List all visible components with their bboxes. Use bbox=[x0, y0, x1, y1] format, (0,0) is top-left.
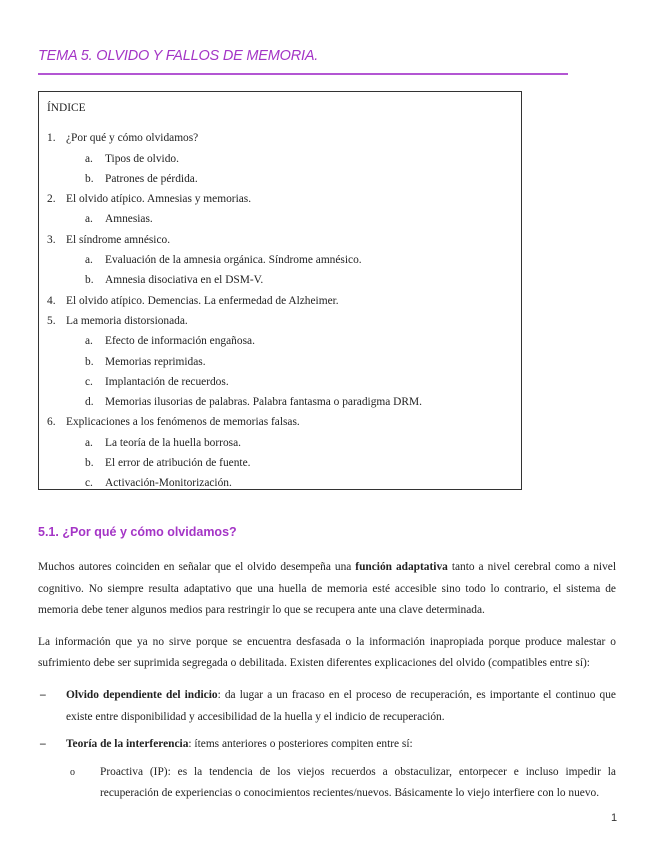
bullet-text bbox=[66, 685, 616, 728]
toc-subitem-letter: a. bbox=[85, 254, 93, 267]
toc-subitem bbox=[47, 352, 521, 372]
bullet-definition: : ítems anteriores o posteriores compiten entre sí: bbox=[188, 738, 413, 751]
toc-item-text: Explicaciones a los fenómenos de memorias falsas. bbox=[66, 416, 300, 429]
toc-item-number: 1. bbox=[47, 132, 56, 145]
sub-bullet-list bbox=[38, 762, 616, 805]
bullet-item bbox=[38, 685, 616, 728]
dash-marker: – bbox=[40, 738, 46, 751]
toc-subitem-letter: a. bbox=[85, 335, 93, 348]
toc-subitem-letter: d. bbox=[85, 396, 94, 409]
sub-bullet-item bbox=[38, 762, 616, 805]
toc-item-number: 6. bbox=[47, 416, 56, 429]
toc-subitem bbox=[47, 169, 521, 189]
toc-item bbox=[47, 128, 521, 148]
toc-subitem bbox=[47, 270, 521, 290]
toc-subitem-letter: b. bbox=[85, 274, 94, 287]
toc-subitem-letter: c. bbox=[85, 477, 93, 490]
paragraph-1-text-end: tanto a nivel cerebral como a nivel cognitivo. No siempre resulta adaptativo que una huella de memoria esté accesible sino todo lo contrario, el sistema de memoria debe tener algunos medios para restringir lo que se recupera ante una clave determinada. bbox=[38, 561, 616, 617]
toc-item-text: El olvido atípico. Amnesias y memorias. bbox=[66, 193, 252, 206]
toc-subitem-letter: b. bbox=[85, 355, 94, 368]
toc-subitem-text: Amnesia disociativa en el DSM-V. bbox=[105, 274, 264, 287]
toc-subitem-text: Implantación de recuerdos. bbox=[105, 375, 229, 388]
toc-subitem-text: Evaluación de la amnesia orgánica. Síndrome amnésico. bbox=[105, 254, 362, 267]
toc-subitem-letter: c. bbox=[85, 375, 93, 388]
toc-subitem bbox=[47, 209, 521, 229]
toc-subitem bbox=[47, 149, 521, 169]
toc-subitem-text: Patrones de pérdida. bbox=[105, 172, 198, 185]
toc-subitem-letter: a. bbox=[85, 152, 93, 165]
toc-subitem-letter: a. bbox=[85, 213, 93, 226]
bullet-term: Olvido dependiente del indicio bbox=[66, 688, 218, 701]
section-body bbox=[38, 557, 616, 805]
toc-subitem bbox=[47, 250, 521, 270]
toc-item bbox=[47, 291, 521, 311]
page-number: 1 bbox=[611, 812, 618, 824]
toc-subitem-text: Memorias ilusorias de palabras. Palabra fantasma o paradigma DRM. bbox=[105, 396, 422, 409]
toc-item-text: La memoria distorsionada. bbox=[66, 314, 188, 327]
paragraph-1-bold: función adaptativa bbox=[355, 561, 448, 573]
toc-item bbox=[47, 230, 521, 250]
toc-subitem-text: Memorias reprimidas. bbox=[105, 355, 206, 368]
toc-subitem bbox=[47, 433, 521, 453]
toc-item bbox=[47, 189, 521, 209]
bullet-term: Teoría de la interferencia bbox=[66, 738, 189, 751]
document-title: TEMA 5. OLVIDO Y FALLOS DE MEMORIA. bbox=[38, 48, 319, 64]
toc-subitem-text: La teoría de la huella borrosa. bbox=[105, 436, 241, 449]
toc-subitem bbox=[47, 331, 521, 351]
bullet-text bbox=[66, 734, 616, 756]
bullet-definition: : da lugar a un fracaso en el proceso de recuperación, es importante el continuo que existe entre disponibilidad y accesibilidad de la huella y el indicio de recuperación. bbox=[66, 688, 616, 723]
toc-list bbox=[47, 128, 521, 493]
bullet-item bbox=[38, 734, 616, 756]
toc-subitem bbox=[47, 473, 521, 493]
toc-item-text: ¿Por qué y cómo olvidamos? bbox=[66, 132, 199, 145]
toc-subitem bbox=[47, 372, 521, 392]
toc-item-text: El olvido atípico. Demencias. La enfermedad de Alzheimer. bbox=[66, 294, 339, 307]
toc-subitem-letter: b. bbox=[85, 172, 94, 185]
title-underline bbox=[38, 73, 568, 75]
toc-subitem-text: Efecto de información engañosa. bbox=[105, 335, 255, 348]
toc-subitem bbox=[47, 453, 521, 473]
toc-subitem-letter: a. bbox=[85, 436, 93, 449]
table-of-contents bbox=[38, 91, 522, 490]
toc-subitem-text: Tipos de olvido. bbox=[105, 152, 179, 165]
toc-heading: ÍNDICE bbox=[47, 102, 86, 114]
toc-item bbox=[47, 412, 521, 432]
toc-item-number: 2. bbox=[47, 193, 56, 206]
toc-subitem-letter: b. bbox=[85, 457, 94, 470]
toc-subitem-text: Amnesias. bbox=[105, 213, 153, 226]
paragraph-1-text-start: Muchos autores coinciden en señalar que el olvido desempeña una bbox=[38, 561, 356, 573]
bullet-list bbox=[38, 685, 616, 756]
toc-item-number: 5. bbox=[47, 314, 56, 327]
toc-subitem-text: El error de atribución de fuente. bbox=[105, 457, 251, 470]
section-title: 5.1. ¿Por qué y cómo olvidamos? bbox=[38, 525, 237, 539]
toc-item-text: El síndrome amnésico. bbox=[66, 233, 171, 246]
circle-marker: o bbox=[70, 766, 75, 778]
toc-item-number: 3. bbox=[47, 233, 56, 246]
sub-bullet-text: Proactiva (IP): es la tendencia de los viejos recuerdos a obstaculizar, entorpecer e incluso impedir la recuperación de experiencias o conocimientos recientes/nuevos. Básicamente lo viejo interfiere con lo nuevo. bbox=[100, 765, 616, 800]
paragraph-1 bbox=[38, 557, 616, 622]
toc-item bbox=[47, 311, 521, 331]
toc-item-number: 4. bbox=[47, 294, 56, 307]
toc-subitem-text: Activación-Monitorización. bbox=[105, 477, 232, 490]
toc-subitem bbox=[47, 392, 521, 412]
dash-marker: – bbox=[40, 688, 46, 701]
paragraph-2: La información que ya no sirve porque se encuentra desfasada o la información inapropiada porque produce malestar o sufrimiento debe ser suprimida segregada o debilitada. Existen diferentes explicaciones del olvido (compatibles entre sí): bbox=[38, 635, 616, 670]
